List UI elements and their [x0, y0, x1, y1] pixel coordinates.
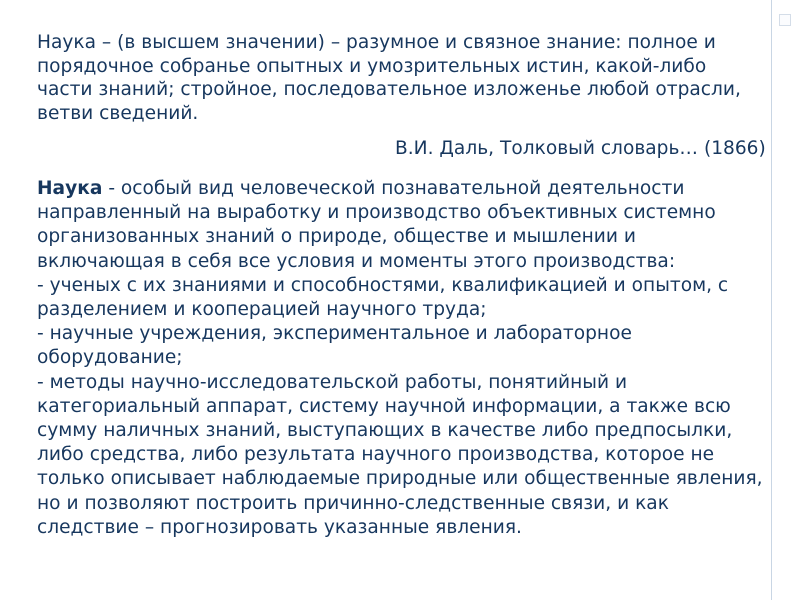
- definition-line: - методы научно-исследовательской работы, понятийный и: [37, 371, 628, 393]
- quote-line: Наука – (в высшем значении) – разумное и связное знание: полное и: [37, 32, 716, 53]
- definition-line: следствие – прогнозировать указанные явления.: [37, 516, 522, 538]
- definition-line: - научные учреждения, экспериментальное и лабораторное: [37, 323, 632, 345]
- definition-first-line-text: - особый вид человеческой познавательной деятельности: [102, 178, 685, 199]
- quote-source: В.И. Даль, Толковый словарь… (1866): [395, 138, 766, 159]
- quote-line: ветви сведений.: [37, 102, 199, 124]
- quote-line: порядочное собранье опытных и умозрительных истин, какой-либо: [37, 55, 707, 77]
- definition-line: оборудование;: [37, 347, 183, 369]
- definition-line: либо средства, либо результата научного производства, которое не: [37, 444, 715, 466]
- definition-line: включающая в себя все условия и моменты этого производства:: [37, 250, 676, 272]
- definition-line: - ученых с их знаниями и способностями, квалификацией и опытом, с: [37, 274, 729, 296]
- definition-term: Наука: [37, 178, 103, 199]
- definition-line: разделением и кооперацией научного труда;: [37, 299, 487, 321]
- definition-line: сумму наличных знаний, выступающих в качестве либо предпосылки,: [37, 420, 733, 442]
- science-definition: [37, 177, 787, 540]
- corner-square-decoration: [779, 14, 791, 26]
- definition-line: организованных знаний о природе, обществе и мышлении и: [37, 226, 636, 248]
- definition-line: категориальный аппарат, систему научной информации, а также всю: [37, 395, 731, 417]
- definition-line: но и позволяют построить причинно-следственные связи, и как: [37, 492, 669, 514]
- dahl-quote: [37, 31, 772, 125]
- definition-line: только описывает наблюдаемые природные или общественные явления,: [37, 468, 763, 490]
- definition-line: направленный на выработку и производство объективных системно: [37, 202, 716, 224]
- definition-first-line: [37, 177, 787, 201]
- quote-line: части знаний; стройное, последовательное изложенье любой отрасли,: [37, 79, 741, 100]
